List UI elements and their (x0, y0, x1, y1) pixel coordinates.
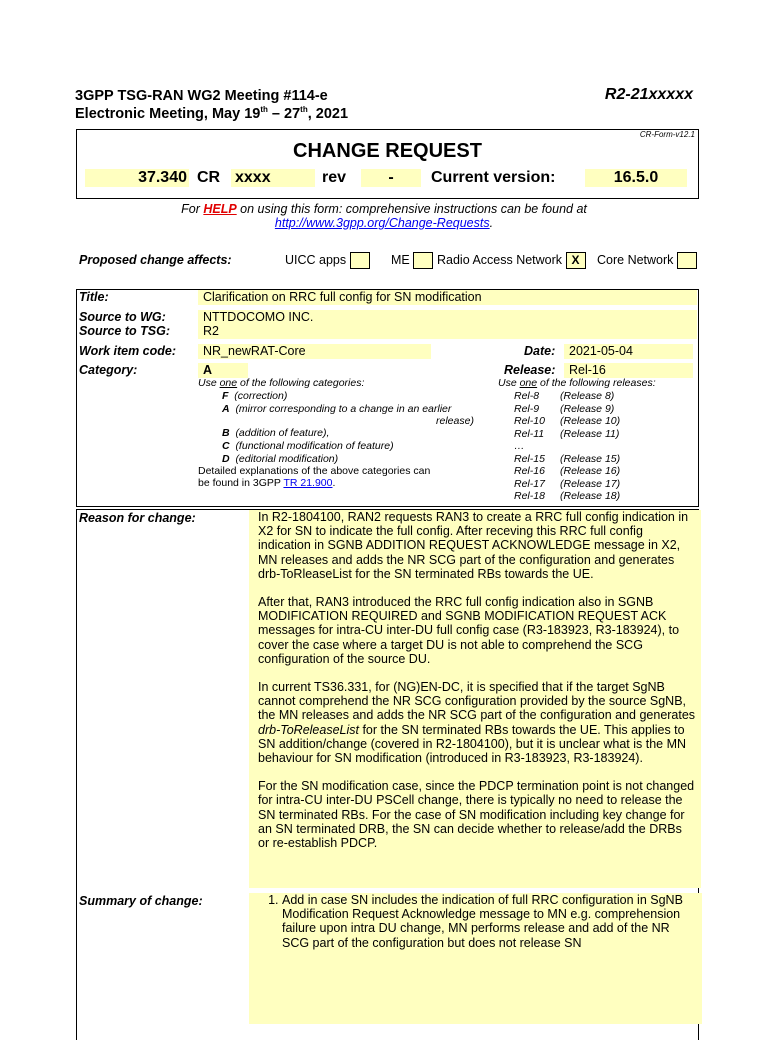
me-checkbox[interactable] (413, 252, 433, 269)
spec-number[interactable]: 37.340 (85, 169, 189, 187)
source-tsg-value[interactable]: R2 (198, 324, 697, 339)
source-wg-label: Source to WG: (79, 310, 166, 324)
meeting-title: 3GPP TSG-RAN WG2 Meeting #114-e (75, 88, 328, 104)
category-value[interactable]: A (198, 363, 248, 378)
category-label: Category: (79, 363, 138, 377)
category-item-c: C (functional modification of feature) (222, 440, 394, 452)
category-item-f: F (correction) (222, 390, 288, 402)
reason-text[interactable] (249, 510, 701, 888)
reason-label: Reason for change: (79, 511, 196, 525)
meeting-location: Electronic Meeting, May 19th – 27th, 2021 (75, 105, 349, 122)
release-item: Rel-10 (Release 10) (514, 415, 621, 427)
work-item-label: Work item code: (79, 344, 177, 358)
release-item: Rel-8 (Release 8) (514, 390, 615, 402)
reason-paragraph-4: For the SN modification case, since the PDCP termination point is not changed for intra-CU inter-DU PSCell change, there is typically no need to release the SN terminated RBs. For the case of SN modification including key change for an SN terminated DRB, the SN can decide whether to release/add the DRBs or re-establish PDCP. (258, 779, 695, 851)
uicc-checkbox[interactable] (350, 252, 370, 269)
help-url-line: http://www.3gpp.org/Change-Requests. (274, 216, 494, 230)
reason-paragraph-2: After that, RAN3 introduced the RRC full config indication also in SGNB MODIFICATION REQUIRED and SGNB MODIFICATION REQUEST ACK messages for intra-CU inter-DU full config case (R3-183923, R3-183924), to cover the case where a target DU is not able to comprehend the SCG configuration of the source DU. (258, 595, 680, 666)
affects-me: ME (391, 252, 433, 269)
title-label: Title: (79, 290, 109, 304)
source-wg-value[interactable]: NTTDOCOMO INC. (198, 310, 697, 325)
help-line: For HELP on using this form: comprehensive instructions can be found at (181, 202, 587, 216)
current-version-label: Current version: (431, 169, 556, 186)
release-item: Rel-15 (Release 15) (514, 453, 621, 465)
date-value[interactable]: 2021-05-04 (564, 344, 693, 359)
release-label: Release: (504, 363, 556, 377)
categories-intro: Use one of the following categories: (198, 377, 365, 389)
releases-intro: Use one of the following releases: (498, 377, 656, 389)
form-title: CHANGE REQUEST (293, 140, 482, 162)
summary-item-1: 1. Add in case SN includes the indication of full RRC configuration in SgNB Modification Request Acknowledge message to MN e.g. comprehension failure upon intra DU change, MN performs release and add of the NR SCG part of the configuration but does not release SN (282, 893, 698, 950)
release-item: Rel-18 (Release 18) (514, 490, 621, 502)
current-version-value[interactable]: 16.5.0 (585, 169, 687, 187)
category-item-b: B (addition of feature), (222, 427, 330, 439)
summary-list (258, 893, 698, 950)
source-tsg-label: Source to TSG: (79, 324, 170, 338)
release-value[interactable]: Rel-16 (564, 363, 693, 378)
summary-label: Summary of change: (79, 894, 203, 908)
doc-number: R2-21xxxxx (604, 86, 693, 103)
change-request-box (76, 129, 699, 199)
work-item-value[interactable]: NR_newRAT-Core (198, 344, 431, 359)
release-item: … (514, 440, 525, 452)
category-item-d: D (editorial modification) (222, 453, 339, 465)
category-detail-2: be found in 3GPP TR 21.900. (198, 477, 336, 489)
tr-21900-link[interactable]: TR 21.900 (283, 477, 333, 489)
release-item: Rel-11 (Release 11) (514, 428, 620, 440)
affects-cn: Core Network (597, 252, 697, 269)
title-value[interactable]: Clarification on RRC full config for SN modification (198, 290, 697, 305)
category-item-a-cont: release) (436, 415, 474, 427)
help-link[interactable]: HELP (203, 202, 237, 216)
category-item-a: A (mirror corresponding to a change in an earlier (222, 403, 452, 415)
reason-paragraph-1: In R2-1804100, RAN2 requests RAN3 to create a RRC full config indication in X2 for SN to indicate the full config. After receving this RRC full config indication in SGNB ADDITION REQUEST ACKNOWLEDGE message in X2, MN releases and adds the NR SCG part of the configuration and generates drb-ToRleaseList for the SN terminated RBs towards the UE. (258, 510, 689, 581)
cn-checkbox[interactable] (677, 252, 697, 269)
cr-number[interactable]: xxxx (231, 169, 315, 187)
form-version: CR-Form-v12.1 (639, 130, 695, 139)
date-label: Date: (524, 344, 556, 358)
category-detail-1: Detailed explanations of the above categories can (198, 465, 431, 477)
release-item: Rel-17 (Release 17) (514, 478, 621, 490)
ran-checkbox[interactable]: X (566, 252, 586, 269)
rev-value[interactable]: - (361, 169, 421, 187)
reason-paragraph-3: In current TS36.331, for (NG)EN-DC, it is specified that if the target SgNB cannot comprehend the NR SCG configuration provided by the source SgNB, the MN releases and adds the NR SCG part of the configuration and generates drb-ToReleaseList for the SN terminated RBs towards the UE. This applies to SN addition/change (covered in R2-1804100), but it is unclear what is the MN behaviour for SN modification (introduced in R3-183923, R3-183924). (258, 680, 696, 766)
release-item: Rel-16 (Release 16) (514, 465, 621, 477)
cr-label: CR (197, 169, 221, 186)
release-item: Rel-9 (Release 9) (514, 403, 615, 415)
change-requests-link[interactable]: http://www.3gpp.org/Change-Requests (274, 216, 490, 230)
affects-uicc: UICC apps (285, 252, 370, 269)
affects-label: Proposed change affects: (79, 253, 232, 267)
summary-text[interactable] (249, 893, 702, 1024)
rev-label: rev (322, 169, 347, 186)
affects-ran: Radio Access Network X (437, 252, 586, 269)
